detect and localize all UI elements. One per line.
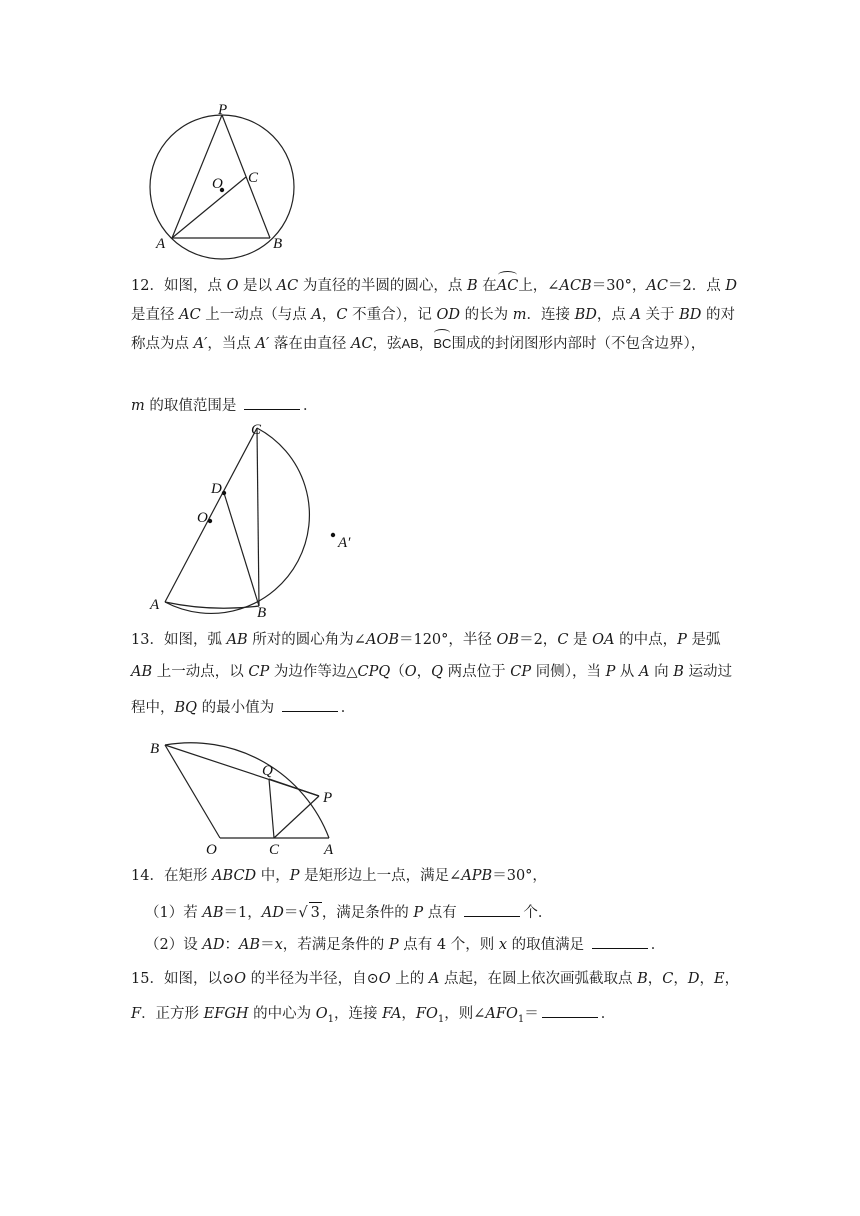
var-AOB: AOB — [365, 632, 399, 648]
label-C: C — [269, 842, 280, 858]
text: 在 — [477, 278, 497, 294]
label-O: O — [197, 510, 208, 526]
text: ＝2．点 — [667, 278, 726, 294]
segment-AC — [172, 177, 246, 238]
text: 称点为点 — [131, 336, 194, 352]
text: 是直径 — [131, 307, 180, 323]
var-O: O — [404, 664, 417, 680]
label-A: A — [156, 236, 166, 252]
text: 的取值满足 — [507, 937, 589, 953]
text: ．连接 — [526, 307, 575, 323]
q12-line-2 — [131, 305, 735, 325]
text: ，弦 — [372, 336, 402, 352]
var-B: B — [466, 278, 478, 294]
segment-DB — [224, 493, 259, 606]
var-P: P — [605, 664, 616, 680]
text: ， — [724, 971, 740, 987]
text: 是以 — [238, 278, 277, 294]
var-OD: OD — [436, 307, 460, 323]
point-O — [208, 519, 212, 523]
q12-line-4 — [131, 395, 317, 416]
text: ， — [673, 971, 688, 987]
figure-semicircle-svg — [140, 418, 370, 621]
label-D: D — [211, 481, 222, 497]
var-AFO1: AFO — [485, 1006, 518, 1022]
var-ABCD: ABCD — [212, 868, 257, 884]
var-OA: OA — [592, 632, 615, 648]
var-AD: AD — [261, 905, 284, 921]
text: ，满足条件的 — [321, 905, 414, 921]
segment-CP — [274, 796, 319, 838]
var-E: E — [713, 971, 725, 987]
text: ，当点 — [207, 336, 256, 352]
text: 点有 — [423, 905, 462, 921]
var-B: B — [637, 971, 648, 987]
q12-line-3 — [131, 334, 705, 354]
text: 点起，在圆上依次画弧截取点 — [439, 971, 638, 987]
var-P: P — [677, 632, 687, 648]
text: 同侧），当 — [531, 664, 606, 680]
var-CP: CP — [510, 664, 532, 680]
text: 为边作等边△ — [269, 664, 358, 680]
sqrt-3: 3 — [309, 902, 322, 923]
var-P: P — [413, 905, 424, 921]
arc-semicircle — [165, 428, 309, 613]
var-A: A — [639, 664, 650, 680]
var-BQ: BQ — [174, 700, 198, 716]
text: ＝ — [260, 937, 275, 953]
text: ， — [418, 336, 434, 352]
var-AC: AC — [179, 307, 201, 323]
text: ． — [650, 937, 666, 953]
var-ACB: ACB — [559, 278, 592, 294]
var-B: B — [673, 664, 684, 680]
chord-AB: AB — [401, 336, 419, 351]
text: （2）设 — [145, 937, 203, 953]
q14-line-2: （1）若 AB＝1，AD＝√ 3 ，满足条件的 P 点有 个． — [145, 902, 552, 923]
radius-OB — [165, 745, 220, 838]
var-O: O — [226, 278, 239, 294]
var-O1: O — [315, 1006, 328, 1022]
q13-line-1 — [131, 630, 720, 650]
subscript: 1 — [517, 1013, 525, 1025]
text: ＝1， — [223, 905, 262, 921]
text: ＝ — [283, 905, 299, 921]
q15-line-2 — [131, 1003, 615, 1030]
label-C: C — [251, 422, 262, 438]
text: ： — [224, 937, 239, 953]
q13-line-2 — [131, 662, 732, 682]
var-x: x — [274, 937, 283, 953]
figure-circle-triangle — [140, 100, 310, 260]
var-AB: AB — [226, 632, 248, 648]
var-EFGH: EFGH — [203, 1006, 249, 1022]
label-B: B — [150, 741, 160, 757]
var-CPQ: CPQ — [357, 664, 391, 680]
text: ，连接 — [334, 1006, 383, 1022]
answer-blank — [282, 697, 338, 712]
text: ＝ — [524, 1006, 539, 1022]
text: ． — [340, 700, 356, 716]
var-P: P — [388, 937, 399, 953]
label-A: A — [324, 842, 334, 858]
text: 15．如图，以⊙ — [131, 971, 235, 987]
q14-line-3 — [145, 934, 665, 955]
var-O: O — [378, 971, 391, 987]
var-BD: BD — [679, 307, 702, 323]
arc-AC: AC — [496, 278, 519, 294]
text: ． — [302, 398, 318, 414]
var-AB: AB — [202, 905, 224, 921]
text: 上一动点，以 — [152, 664, 249, 680]
label-P: P — [323, 790, 333, 806]
var-AC: AC — [646, 278, 668, 294]
answer-blank — [542, 1003, 598, 1018]
q13-line-3 — [131, 697, 355, 718]
label-C: C — [248, 170, 259, 186]
text: （ — [390, 664, 405, 680]
text: 是 — [568, 632, 593, 648]
text: ． — [600, 1006, 616, 1022]
var-A: A — [630, 307, 641, 323]
segment-AB — [165, 602, 259, 608]
figure-sector-svg — [145, 732, 360, 857]
arc-BC: BC — [433, 334, 451, 354]
arc-AB — [165, 743, 329, 838]
var-FA: FA — [382, 1006, 402, 1022]
figure-sector — [145, 732, 360, 857]
text: 的最小值为 — [197, 700, 279, 716]
var-APB: APB — [461, 868, 493, 884]
label-A: A — [150, 597, 160, 613]
text: ， — [699, 971, 714, 987]
text: 上一动点（与点 — [200, 307, 312, 323]
text: 为直径的半圆的圆心，点 — [298, 278, 467, 294]
var-CP: CP — [248, 664, 270, 680]
text: 是弧 — [686, 632, 721, 648]
label-B: B — [257, 605, 267, 621]
text: 从 — [615, 664, 640, 680]
var-m: m — [512, 307, 527, 323]
text: 12．如图，点 — [131, 278, 227, 294]
segment-QP — [269, 779, 319, 796]
var-C: C — [336, 307, 348, 323]
q12-line-1 — [131, 276, 737, 296]
label-O: O — [212, 176, 223, 192]
var-A-prime: A′ — [255, 336, 270, 352]
point-A-prime — [331, 533, 335, 537]
text: 围成的封闭图形内部时（不包含边界）， — [451, 336, 706, 352]
text: 的半径为半径，自⊙ — [246, 971, 379, 987]
text: 个． — [523, 905, 553, 921]
var-AC: AC — [276, 278, 299, 294]
var-A-prime: A′ — [193, 336, 208, 352]
text: ＝30°， — [591, 278, 647, 294]
label-P: P — [218, 102, 228, 118]
text: 关于 — [640, 307, 680, 323]
var-AD: AD — [202, 937, 225, 953]
text: ，若满足条件的 — [282, 937, 389, 953]
text: 的中心为 — [248, 1006, 316, 1022]
var-P: P — [289, 868, 300, 884]
text: 中， — [256, 868, 290, 884]
text: 的长为 — [459, 307, 513, 323]
text: ，则∠ — [444, 1006, 486, 1022]
var-C: C — [557, 632, 569, 648]
text: 的中点， — [614, 632, 678, 648]
text: 上的 — [390, 971, 429, 987]
text: 点有 4 个，则 — [398, 937, 499, 953]
point-D — [222, 491, 226, 495]
text: ， — [321, 307, 337, 323]
var-AB: AB — [131, 664, 153, 680]
var-D: D — [687, 971, 700, 987]
label-B: B — [273, 236, 283, 252]
text: （1）若 — [145, 905, 203, 921]
var-x: x — [498, 937, 508, 953]
text: 所对的圆心角为∠ — [247, 632, 366, 648]
text: 向 — [649, 664, 674, 680]
subscript: 1 — [437, 1013, 445, 1025]
text: ， — [416, 664, 432, 680]
segment-PB — [222, 115, 270, 238]
segment-CB — [257, 428, 259, 606]
answer-blank — [464, 902, 520, 917]
var-AB: AB — [238, 937, 261, 953]
q14-line-1 — [131, 866, 547, 886]
var-D: D — [725, 278, 737, 294]
var-O: O — [234, 971, 246, 987]
label-Q: Q — [262, 763, 273, 779]
var-A: A — [311, 307, 322, 323]
text: 是矩形边上一点，满足∠ — [299, 868, 462, 884]
text: 的对 — [701, 307, 736, 323]
text: 的取值范围是 — [144, 398, 241, 414]
text: ， — [401, 1006, 416, 1022]
answer-blank — [244, 395, 300, 410]
text: 上，∠ — [518, 278, 560, 294]
subscript: 1 — [327, 1013, 335, 1025]
text: ＝120°，半径 — [398, 632, 497, 648]
diameter-AC — [165, 428, 257, 602]
var-Q: Q — [431, 664, 444, 680]
text: 落在由直径 — [269, 336, 351, 352]
figure-semicircle — [140, 418, 370, 621]
text: ＝2， — [519, 632, 558, 648]
var-AC: AC — [350, 336, 373, 352]
text: ．正方形 — [141, 1006, 204, 1022]
var-BD: BD — [574, 307, 597, 323]
text: 程中， — [131, 700, 175, 716]
text: ，点 — [596, 307, 631, 323]
segment-QC — [269, 779, 274, 838]
text: ， — [647, 971, 663, 987]
var-C: C — [662, 971, 674, 987]
text: 两点位于 — [443, 664, 511, 680]
var-OB: OB — [496, 632, 520, 648]
var-FO1: FO — [415, 1006, 438, 1022]
var-A: A — [428, 971, 440, 987]
text: ＝30°， — [492, 868, 547, 884]
text: 不重合），记 — [347, 307, 437, 323]
var-F: F — [131, 1006, 142, 1022]
text: 14．在矩形 — [131, 868, 213, 884]
label-A-prime: A′ — [338, 535, 351, 551]
text: 运动过 — [683, 664, 733, 680]
figure-circle-triangle-svg — [140, 100, 310, 260]
q15-line-1 — [131, 969, 739, 989]
label-O: O — [206, 842, 217, 858]
answer-blank — [592, 934, 648, 949]
var-m: m — [131, 398, 145, 414]
text: 13．如图，弧 — [131, 632, 227, 648]
